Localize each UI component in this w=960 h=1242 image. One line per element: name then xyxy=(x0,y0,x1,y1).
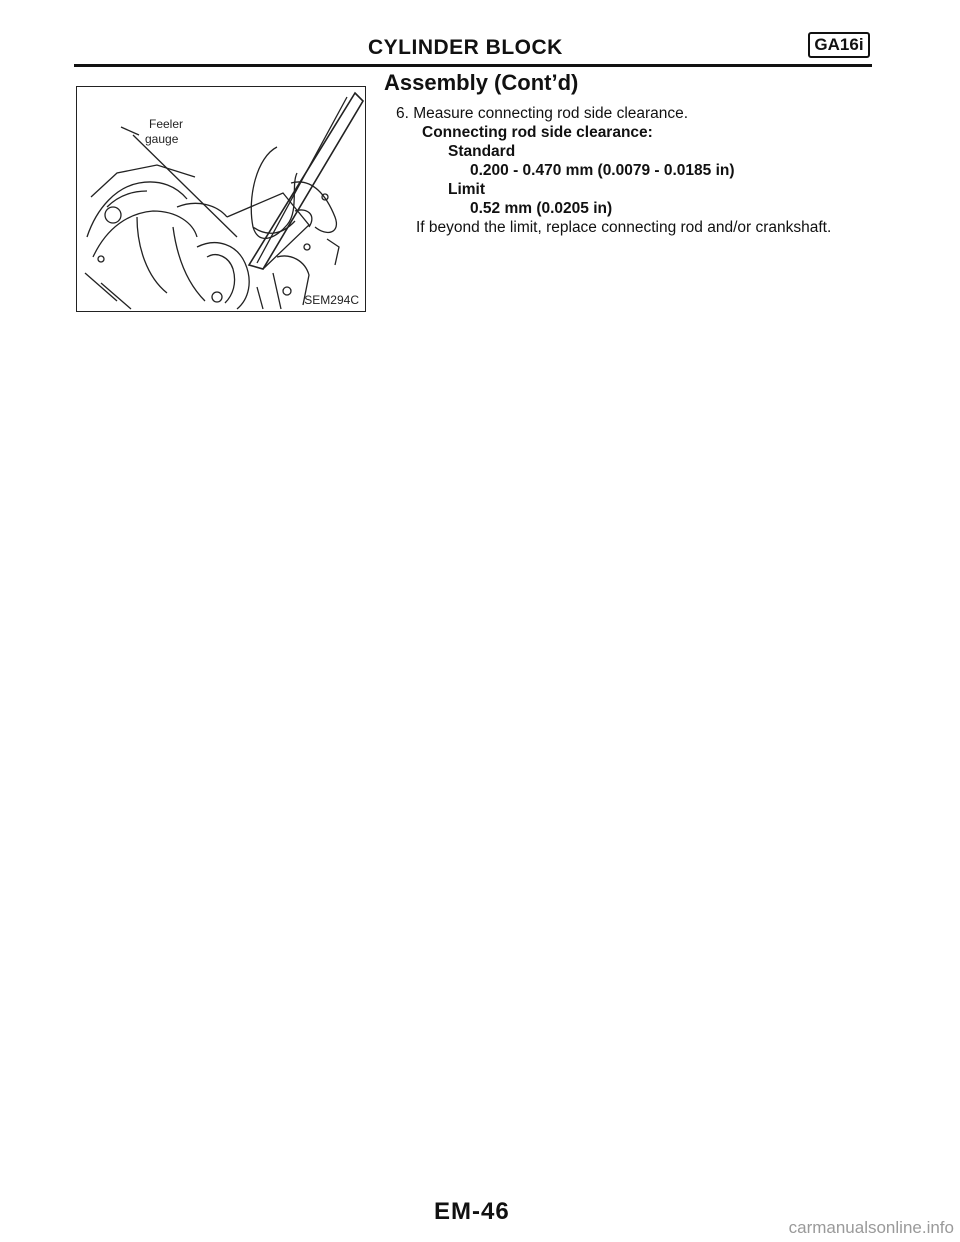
limit-label: Limit xyxy=(448,181,486,198)
step-text: 6. Measure connecting rod side clearance. xyxy=(396,105,689,122)
standard-value: 0.200 - 0.470 mm (0.0079 - 0.0185 in) xyxy=(470,162,735,179)
feeler-gauge-drawing xyxy=(77,87,365,311)
header-rule xyxy=(74,64,872,67)
watermark: carmanualsonline.info xyxy=(788,1218,954,1237)
spec-name: Connecting rod side clearance: xyxy=(422,124,653,141)
figure-code: SEM294C xyxy=(304,293,359,307)
limit-value: 0.52 mm (0.0205 in) xyxy=(470,200,613,217)
engine-code-badge: GA16i xyxy=(808,32,870,58)
note-text: If beyond the limit, replace connecting rod and/or crankshaft. xyxy=(416,219,832,236)
standard-label: Standard xyxy=(448,143,516,160)
figure-illustration xyxy=(76,86,366,312)
section-title: Assembly (Cont’d) xyxy=(384,70,579,95)
body-text xyxy=(396,104,831,237)
figure-callout-line2: gauge xyxy=(145,132,179,146)
figure-callout-line1: Feeler xyxy=(149,117,184,131)
page-number: EM-46 xyxy=(434,1198,510,1225)
page-header-title: CYLINDER BLOCK xyxy=(368,36,563,59)
